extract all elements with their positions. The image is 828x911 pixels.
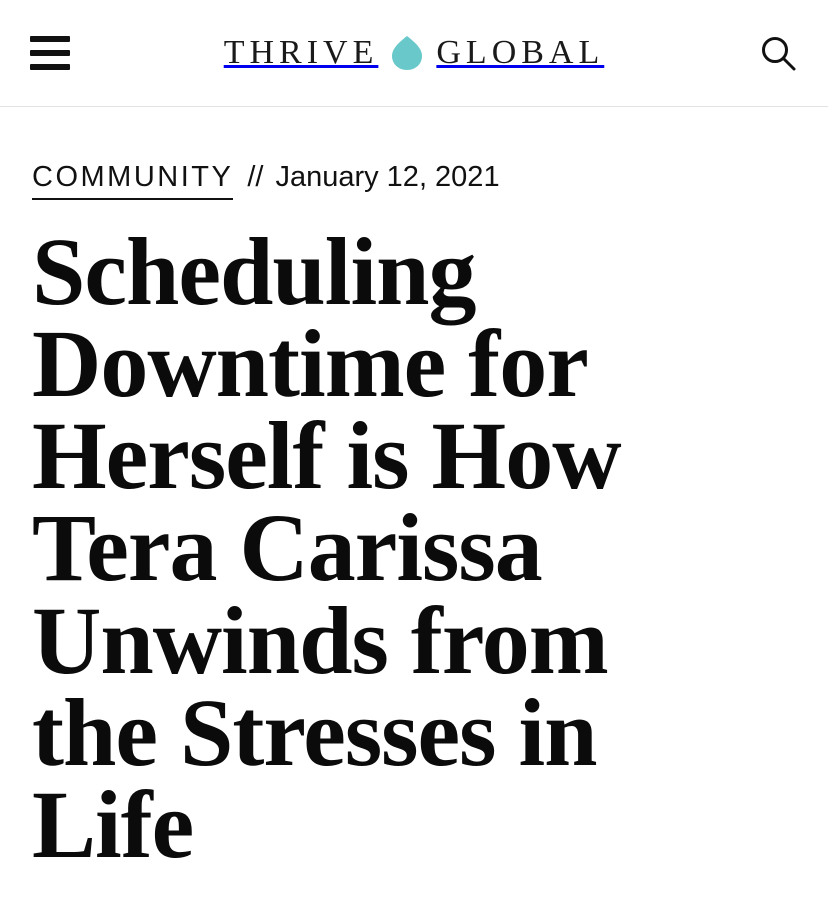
hamburger-bar-middle: [30, 50, 70, 56]
hamburger-bar-top: [30, 36, 70, 42]
article-meta: [32, 163, 796, 200]
search-glyph: [759, 34, 797, 72]
article-date: January 12, 2021: [275, 161, 500, 193]
site-header: [0, 0, 828, 107]
page-title: Scheduling Downtime for Herself is How Tera Carissa Unwinds from the Stresses in Life: [32, 218, 621, 878]
site-logo[interactable]: [224, 36, 605, 70]
meta-separator: //: [247, 161, 264, 193]
logo-text-right: GLOBAL: [436, 34, 605, 71]
article-container: [0, 161, 828, 878]
hamburger-bar-bottom: [30, 64, 70, 70]
logo-text-left: THRIVE: [223, 34, 379, 71]
search-icon[interactable]: [756, 31, 800, 75]
category-link[interactable]: COMMUNITY: [32, 163, 233, 200]
hamburger-menu-icon[interactable]: [30, 36, 70, 70]
leaf-icon: [392, 36, 422, 70]
